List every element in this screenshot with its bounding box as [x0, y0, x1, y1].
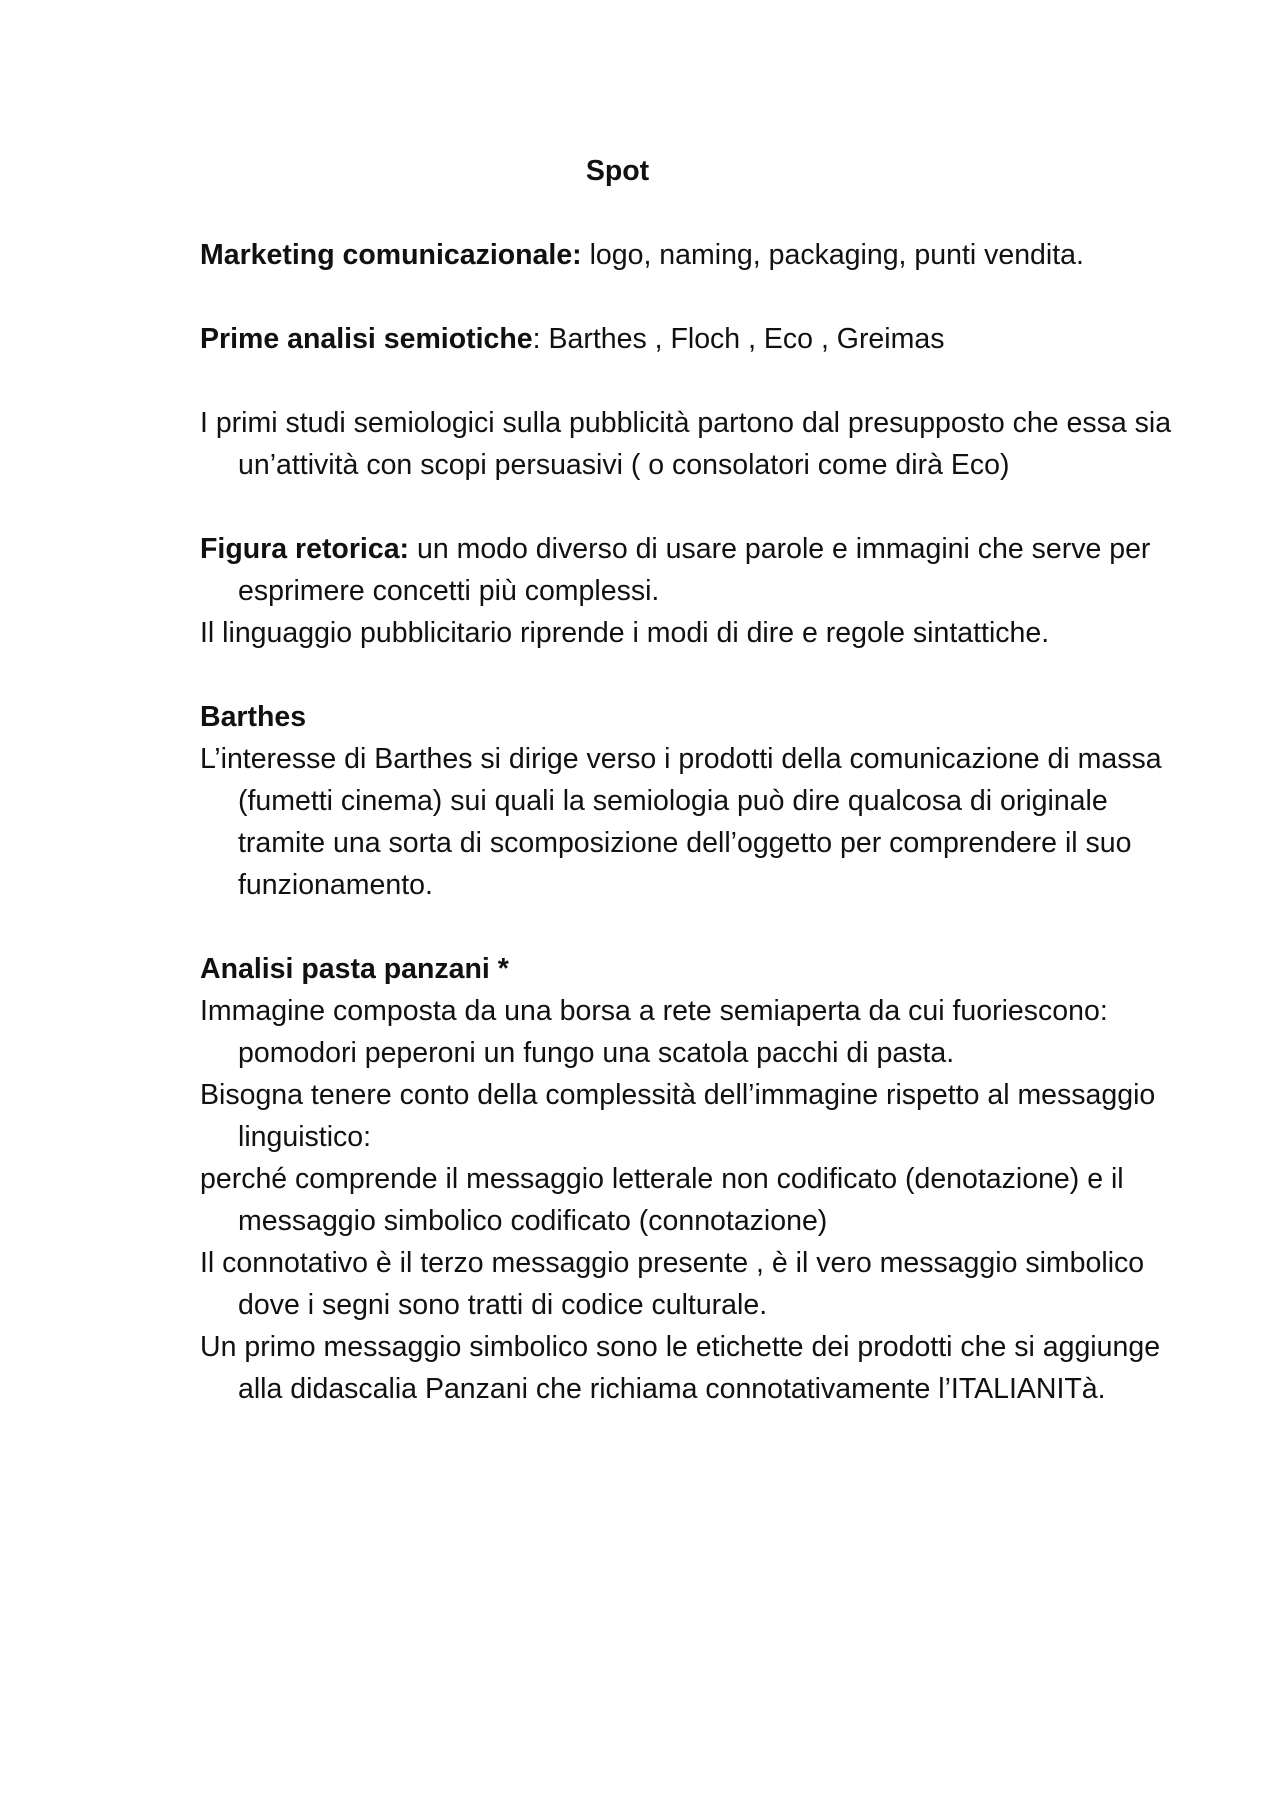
paragraph-panzani-4: Il connotativo è il terzo messaggio presente , è il vero messaggio simbolico dove i segni sono tratti di codice culturale.	[200, 1247, 1145, 1321]
paragraph-panzani-5: Un primo messaggio simbolico sono le etichette dei prodotti che si aggiunge alla didascalia Panzani che richiama connotativamente l’ITALIANITà.	[200, 1331, 1161, 1405]
prime-analisi-text: : Barthes , Floch , Eco , Greimas	[532, 323, 945, 355]
prime-analisi-label: Prime analisi semiotiche	[200, 323, 533, 355]
section-heading-panzani: Analisi pasta panzani *	[200, 953, 509, 985]
spacer	[200, 486, 1180, 528]
paragraph-panzani-3: perché comprende il messaggio letterale non codificato (denotazione) e il messaggio simbolico codificato (connotazione)	[200, 1163, 1124, 1237]
marketing-text: logo, naming, packaging, punti vendita.	[581, 239, 1084, 271]
marketing-label: Marketing comunicazionale:	[200, 239, 582, 271]
paragraph-linguaggio: Il linguaggio pubblicitario riprende i modi di dire e regole sintattiche.	[200, 617, 1050, 649]
spacer	[200, 654, 1180, 696]
paragraph-marketing	[200, 234, 1180, 276]
paragraph-primi-studi: I primi studi semiologici sulla pubblicità partono dal presupposto che essa sia un’attività con scopi persuasivi ( o consolatori come dirà Eco)	[200, 407, 1172, 481]
spacer	[200, 276, 1180, 318]
spacer	[200, 360, 1180, 402]
spacer	[200, 906, 1180, 948]
section-heading-barthes: Barthes	[200, 701, 307, 733]
paragraph-panzani-1: Immagine composta da una borsa a rete semiaperta da cui fuoriescono: pomodori peperoni un fungo una scatola pacchi di pasta.	[200, 995, 1108, 1069]
figura-label: Figura retorica:	[200, 533, 410, 565]
paragraph-panzani-2: Bisogna tenere conto della complessità dell’immagine rispetto al messaggio linguistico:	[200, 1079, 1156, 1153]
page-title: Spot	[585, 155, 650, 187]
paragraph-figura-retorica	[200, 528, 1180, 612]
figura-text: un modo diverso di usare parole e immagini che serve per esprimere concetti più complessi.	[238, 533, 1151, 607]
paragraph-barthes: L’interesse di Barthes si dirige verso i prodotti della comunicazione di massa (fumetti cinema) sui quali la semiologia può dire qualcosa di originale tramite una sorta di scomposizione dell’oggetto per comprendere il suo funzionamento.	[200, 743, 1162, 901]
document-body	[200, 150, 1180, 1410]
paragraph-prime-analisi	[200, 318, 1180, 360]
